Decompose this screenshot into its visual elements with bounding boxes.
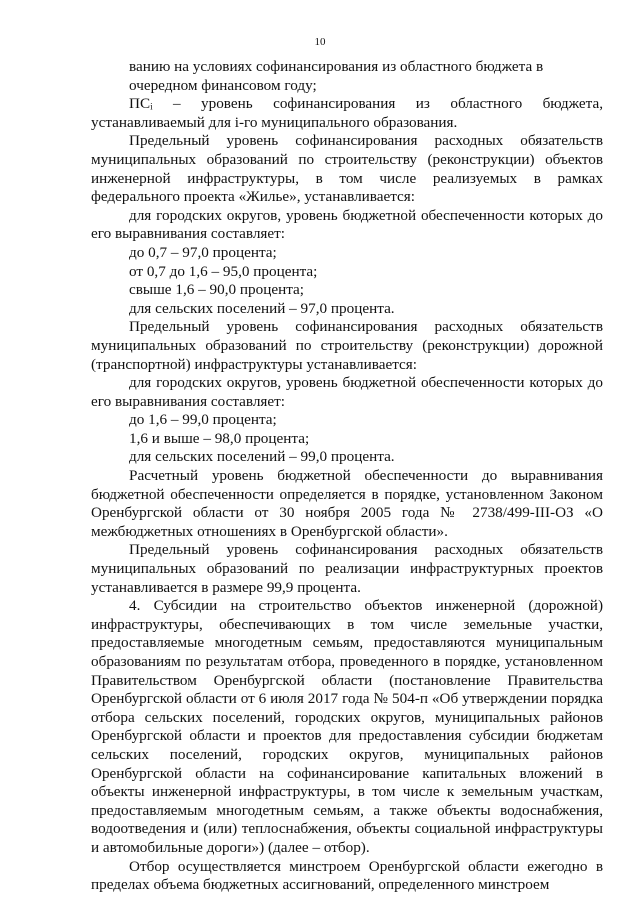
paragraph: свыше 1,6 – 90,0 процента; [129,281,304,299]
paragraph: Предельный уровень софинансирования расходных обязательств муниципальных образований по строительству (реконструкции) объектов инженерной инфраструктуры, в том числе реализуемых в рамках федерального проекта «Жилье», устанавливается: [91,132,603,206]
paragraph: ванию на условиях софинансирования из областного бюджета в очередном финансовом году; [129,58,544,94]
paragraph: Предельный уровень софинансирования расходных обязательств муниципальных образований по реализации инфраструктурных проектов устанавливается в размере 99,9 процента. [91,541,603,596]
paragraph: 4. Субсидии на строительство объектов инженерной (дорожной) инфраструктуры, обеспечивающих в том числе земельные участки, предоставляемые многодетным семьям, предоставляются муниципальным образованиям по результатам отбора, проведенного в порядке, установленном Правительством Оренбургской области (постановление Правительства Оренбургской области от 6 июля 2017 года № 504-п «Об утверждении порядка отбора сельских поселений, городских округов, муниципальных районов Оренбургской области и проектов для предоставления субсидии бюджетам сельских поселений, городских округов, муниципальных районов Оренбургской области на софинансирование капитальных вложений в объекты инженерной инфраструктуры, в том числе к земельным участкам, предоставляемым многодетным семьям, а также объекты водоснабжения, водоотведения и (или) теплоснабжения, объекты социальной инфраструктуры и автомобильные дороги») (далее – отбор). [91,597,603,856]
paragraph: ПСᵢ – уровень софинансирования из областного бюджета, устанавливаемый для i-го муниципального образования. [91,95,603,131]
paragraph: для городских округов, уровень бюджетной обеспеченности которых до его выравнивания составляет: [91,206,603,243]
document-body [91,58,603,895]
page-number: 10 [314,36,326,48]
paragraph: для сельских поселений – 99,0 процента. [129,448,395,466]
paragraph: для городских округов, уровень бюджетной обеспеченности которых до его выравнивания составляет: [91,374,603,410]
paragraph: Предельный уровень софинансирования расходных обязательств муниципальных образований по строительству (реконструкции) дорожной (транспортной) инфраструктуры устанавливается: [91,318,603,373]
paragraph: Отбор осуществляется минстроем Оренбургской области ежегодно в пределах объема бюджетных ассигнований, определенного минстроем [91,857,603,894]
paragraph: от 0,7 до 1,6 – 95,0 процента; [129,262,318,280]
paragraph: до 1,6 – 99,0 процента; [129,411,277,429]
paragraph: Расчетный уровень бюджетной обеспеченности до выравнивания бюджетной обеспеченности определяется в порядке, установленном Законом Оренбургской области от 30 ноября 2005 года № 2738/499-III-ОЗ «О межбюджетных отношениях в Оренбургской области». [91,467,603,540]
paragraph: до 0,7 – 97,0 процента; [129,243,277,261]
paragraph: для сельских поселений – 97,0 процента. [129,299,395,317]
paragraph: 1,6 и выше – 98,0 процента; [129,429,310,447]
